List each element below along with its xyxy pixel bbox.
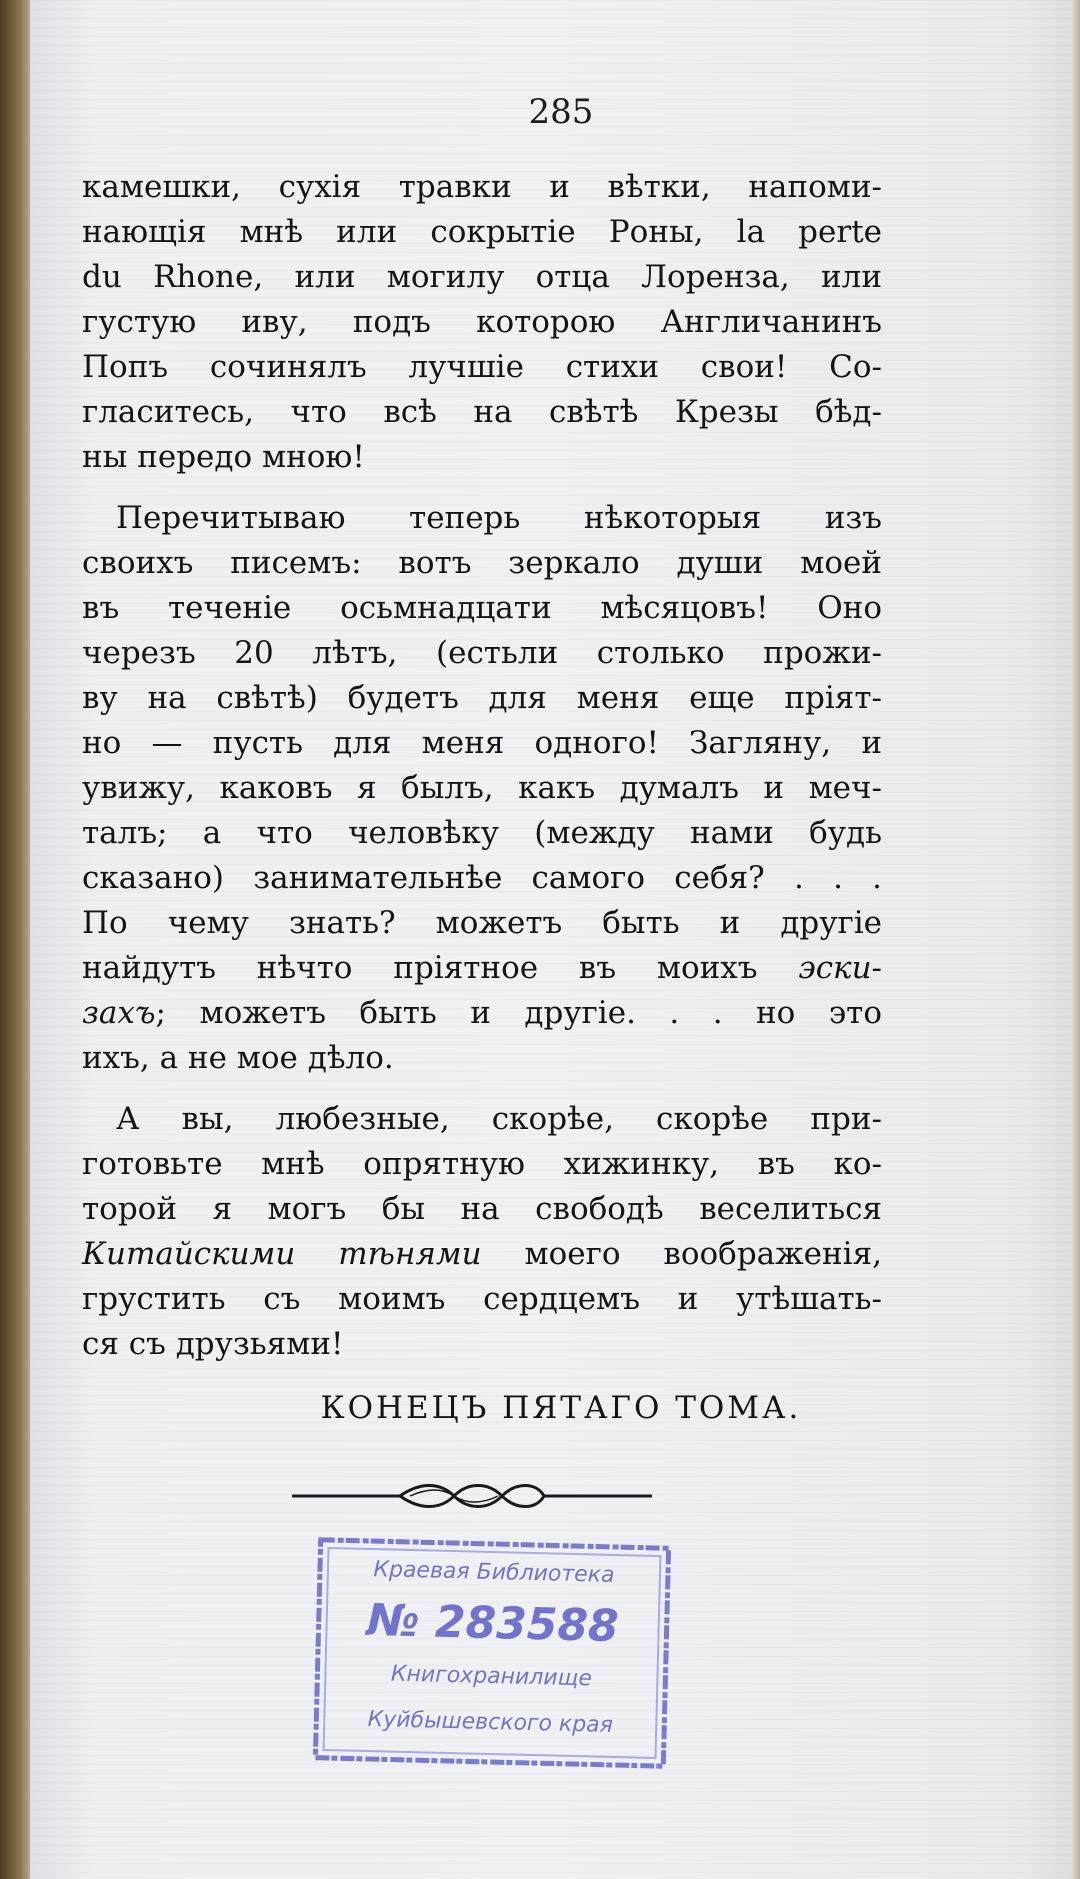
italic-word: эски- bbox=[798, 950, 883, 986]
text-line: ихъ, а не мое дѣло. bbox=[82, 1040, 394, 1076]
text-line: ны передо мною! bbox=[82, 439, 365, 475]
stamp-inventory-number: № 283588 bbox=[366, 1594, 620, 1653]
text-line: сказано) занимательнѣе самого себя? . . . bbox=[82, 860, 882, 896]
volume-end-title: КОНЕЦЪ ПЯТАГО ТОМА. bbox=[320, 1390, 802, 1426]
text-line bbox=[82, 1232, 882, 1277]
text-line: но — пусть для меня одного! Загляну, и bbox=[82, 725, 882, 761]
ornament-divider-icon bbox=[292, 1480, 652, 1510]
text-line: Попъ сочинялъ лучшіе стихи свои! Со- bbox=[82, 349, 882, 385]
page-edge bbox=[1072, 0, 1080, 1879]
body-text bbox=[82, 165, 882, 1367]
italic-phrase: Китайскими тѣнями bbox=[82, 1236, 482, 1272]
book-spine-shadow bbox=[0, 0, 34, 1879]
text-line: камешки, сухія травки и вѣтки, напоми- bbox=[82, 169, 882, 205]
library-stamp bbox=[309, 1534, 675, 1773]
text-line: гласитесь, что всѣ на свѣтѣ Крезы бѣд- bbox=[82, 394, 882, 430]
paragraph-gap bbox=[82, 1081, 882, 1097]
paragraph-gap bbox=[82, 480, 882, 496]
text-line bbox=[82, 946, 882, 991]
text-line: торой я могъ бы на свободѣ веселиться bbox=[82, 1191, 882, 1227]
text-line: Перечитываю теперь нѣкоторыя изъ bbox=[116, 500, 882, 536]
text-line: своихъ писемъ: вотъ зеркало души моей bbox=[82, 545, 882, 581]
stamp-library-name: Краевая Библиотека bbox=[373, 1557, 615, 1588]
text-line: густую иву, подъ которою Англичанинъ bbox=[82, 304, 882, 340]
text-line: въ теченіе осьмнадцати мѣсяцовъ! Оно bbox=[82, 590, 882, 626]
stamp-storage-name: Книгохранилище bbox=[390, 1661, 593, 1692]
text-segment: найдутъ нѣчто пріятное въ моихъ bbox=[82, 950, 758, 986]
text-segment: ; можетъ быть и другіе. . . но это bbox=[155, 995, 882, 1031]
book-page bbox=[30, 0, 1072, 1879]
text-line: ся съ друзьями! bbox=[82, 1326, 344, 1362]
stamp-region-name: Куйбышевского края bbox=[367, 1706, 614, 1738]
text-line: А вы, любезные, скорѣе, скорѣе при- bbox=[116, 1101, 882, 1137]
text-line: черезъ 20 лѣтъ, (естьли столько прожи- bbox=[82, 635, 882, 671]
text-line: нающія мнѣ или сокрытіе Роны, la perte bbox=[82, 214, 882, 250]
text-line: талъ; а что человѣку (между нами будь bbox=[82, 815, 882, 851]
text-segment: моего воображенія, bbox=[481, 1236, 882, 1272]
text-line: ву на свѣтѣ) будетъ для меня еще пріят- bbox=[82, 680, 882, 716]
text-line: готовьте мнѣ опрятную хижинку, въ ко- bbox=[82, 1146, 882, 1182]
text-line bbox=[82, 991, 882, 1036]
italic-word: захъ bbox=[82, 995, 156, 1031]
page-number: 285 bbox=[528, 92, 594, 132]
text-line: увижу, каковъ я былъ, какъ думалъ и меч- bbox=[82, 770, 882, 806]
text-line: грустить съ моимъ сердцемъ и утѣшать- bbox=[82, 1281, 882, 1317]
text-line: du Rhone, или могилу отца Лоренза, или bbox=[82, 259, 882, 295]
text-line: По чему знать? можетъ быть и другіе bbox=[82, 905, 882, 941]
